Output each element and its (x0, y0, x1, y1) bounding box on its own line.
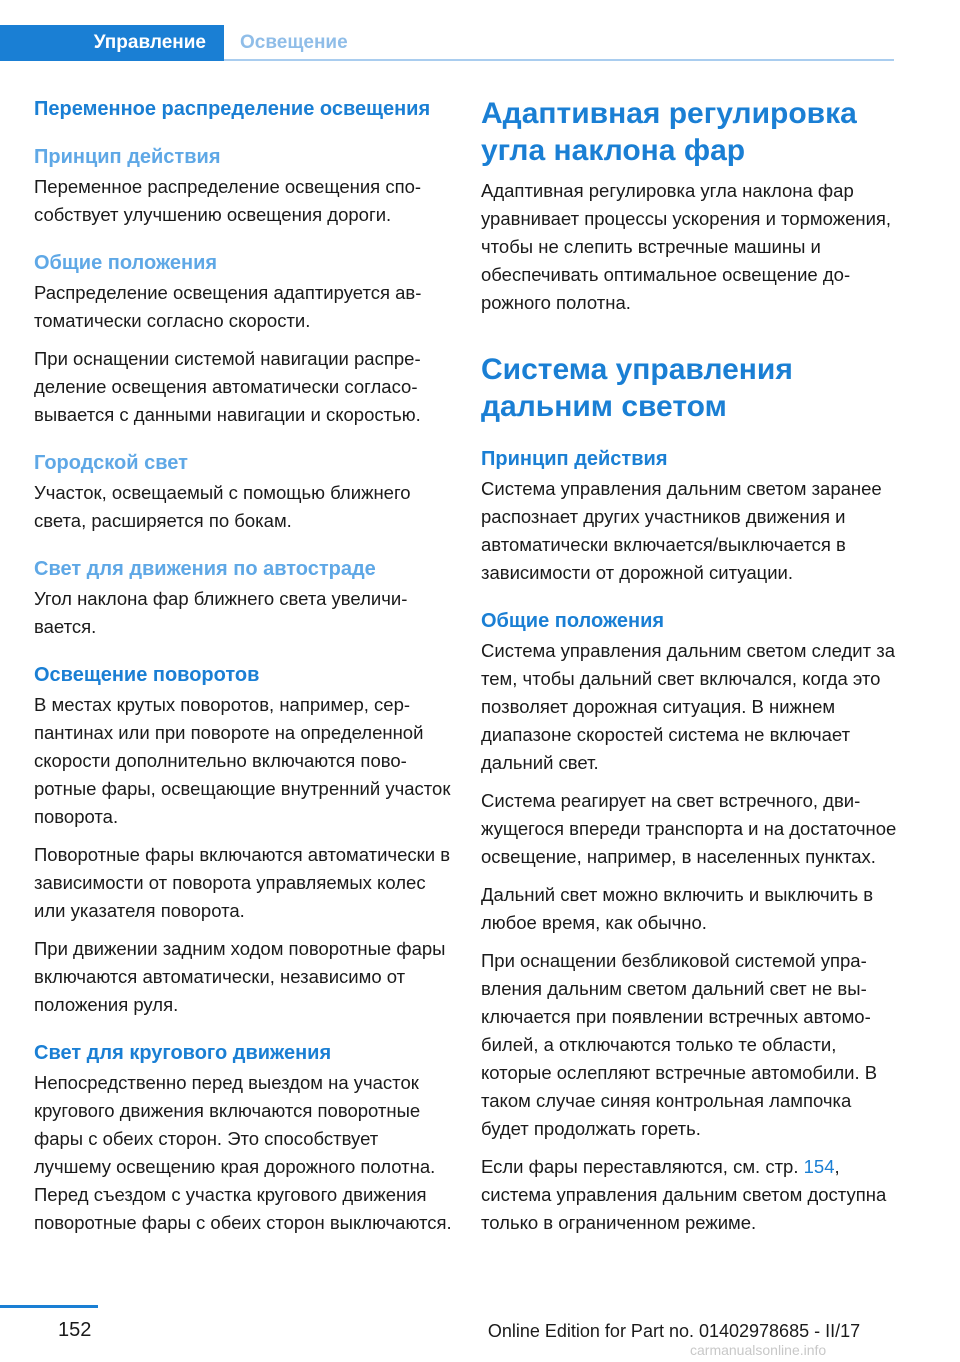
subheading-city-light: Городской свет (34, 452, 188, 474)
paragraph: Участок, освещаемый с помощью ближнего света, расширяется по бокам. (34, 482, 411, 531)
edition-note: Online Edition for Part no. 01402978685 - II/17 (487, 1321, 861, 1341)
paragraph: Угол наклона фар ближнего света увеличивается. (34, 588, 408, 637)
paragraph: Система управления дальним светом следит за тем, чтобы дальний свет включался, когда это позволяет дорожная ситуация. В нижнем диапазоне скоростей система не включает дальний свет. (481, 640, 896, 773)
left-column (34, 95, 454, 1247)
page-reference-link[interactable]: 154 (803, 1156, 835, 1177)
watermark: carmanualsonline.info (690, 1342, 827, 1358)
subheading-highway-light: Свет для движения по автостраде (34, 558, 376, 580)
text-fragment: Если фары переставляются, см. стр. (481, 1156, 804, 1177)
subheading-general: Общие положения (481, 610, 665, 632)
section-title-adaptive: Адаптивная регулировка угла наклона фар (481, 97, 857, 167)
paragraph: Система управления дальним светом заранее распознает других участников движения и автоматически включается/выключается в зависимости от дорожной ситуации. (481, 478, 882, 583)
header-divider (224, 59, 894, 61)
subheading-general: Общие положения (34, 252, 218, 274)
subheading-principle: Принцип действия (481, 448, 668, 470)
subheading-cornering: Освещение поворотов (34, 664, 260, 686)
section-tab-active[interactable]: Управление (0, 25, 224, 61)
section-title: Переменное распределение освещения (34, 98, 431, 120)
paragraph: При оснащении безбликовой системой управления дальним светом дальний свет не выключается при появлении встречных автомобилей, а отключаются только те области, которые ослепляют встречные автомобили. В таком случае синяя контрольная лампочка будет продолжать гореть. (481, 950, 878, 1139)
paragraph: Дальний свет можно включить и выключить в любое время, как обычно. (481, 884, 874, 933)
footer-rule (0, 1305, 98, 1308)
right-column (481, 95, 901, 1247)
paragraph: Непосредственно перед выездом на участок кругового движения включаются поворотные фары с обеих сторон. Это способствует лучшему освещению края дорожного полотна. Перед съездом с участка кругового движения поворотные фары с обеих сторон выключаются. (34, 1072, 452, 1233)
paragraph: Распределение освещения адаптируется автоматически согласно скорости. (34, 282, 422, 331)
subheading-roundabout: Свет для кругового движения (34, 1042, 332, 1064)
paragraph: В местах крутых поворотов, например, серпантинах или при повороте на определенной скорости дополнительно включаются поворотные фары, освещающие внутренний участок поворота. (34, 694, 451, 827)
subheading-principle: Принцип действия (34, 146, 221, 168)
section-title-high-beam: Система управления дальним светом (481, 353, 793, 423)
paragraph: Система реагирует на свет встречного, движущегося впереди транспорта и на достаточное освещение, например, в населенных пунктах. (481, 790, 897, 867)
paragraph: Переменное распределение освещения способствует улучшению освещения дороги. (34, 176, 422, 225)
paragraph: Поворотные фары включаются автоматически в зависимости от поворота управляемых колес или указателя поворота. (34, 844, 451, 921)
page-header (0, 0, 960, 62)
page-number: 152 (58, 1319, 92, 1341)
paragraph: При оснащении системой навигации распределение освещения автоматически согласовывается с данными навигации и скоростью. (34, 348, 421, 425)
section-tab-inactive[interactable]: Освещение (240, 32, 348, 53)
paragraph: Адаптивная регулировка угла наклона фар уравнивает процессы ускорения и торможения, чтобы не слепить встречные машины и обеспечивать оптимальное освещение дорожного полотна. (481, 180, 892, 313)
paragraph: При движении задним ходом поворотные фары включаются автоматически, независимо от положения руля. (34, 938, 446, 1015)
text-fragment: , система управления дальним светом доступна только в ограниченном режиме. (481, 1156, 887, 1233)
paragraph-with-link (481, 1153, 901, 1237)
